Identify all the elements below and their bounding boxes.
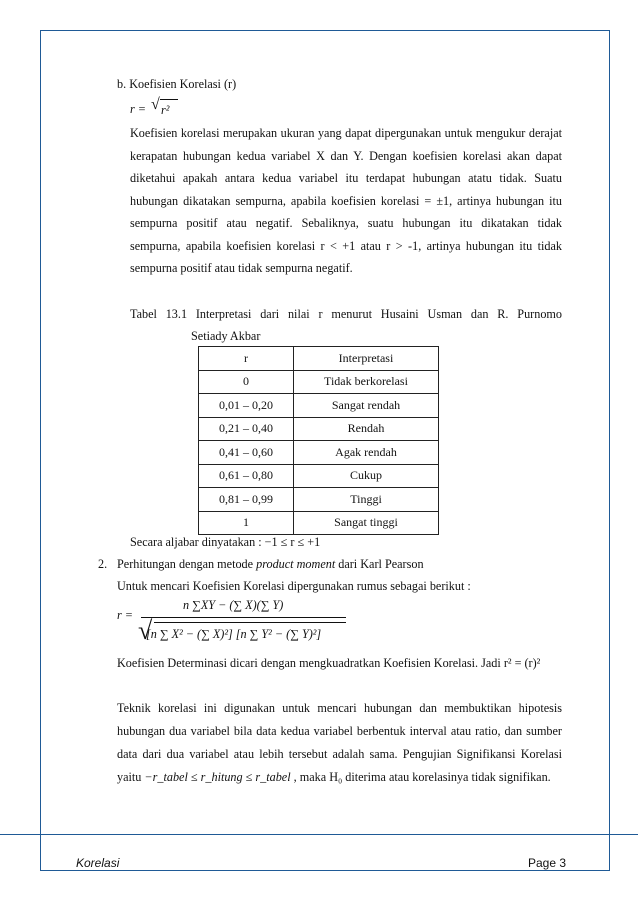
page-number: Page 3 (528, 856, 567, 870)
section-2-number: 2. (98, 557, 108, 571)
footer-title: Korelasi (76, 856, 120, 870)
table-cell: 1 (199, 511, 294, 535)
table-cell: 0,41 – 0,60 (199, 441, 294, 465)
table-cell: 0 (199, 370, 294, 394)
table-row (199, 488, 439, 512)
table-cell: Sangat tinggi (294, 511, 439, 535)
algebra-note: Secara aljabar dinyatakan : −1 ≤ r ≤ +1 (130, 535, 321, 549)
table-row (199, 417, 439, 441)
section-2-intro: Untuk mencari Koefisien Korelasi dipergunakan rumus sebagai berikut : (117, 579, 471, 593)
pearson-denominator: [n ∑ X² − (∑ X)²] [n ∑ Y² − (∑ Y)²] (146, 627, 322, 641)
sqrt-sign-large: √ (138, 616, 153, 645)
section-b-heading: b. Koefisien Korelasi (r) (117, 77, 237, 91)
footer-rule (0, 834, 638, 835)
table-cell: Rendah (294, 417, 439, 441)
paragraph-post: , maka H₀ diterima atau korelasinya tidak signifikan. (290, 770, 551, 784)
table-header-r: r (199, 347, 294, 371)
table-cell: 0,61 – 0,80 (199, 464, 294, 488)
table-cell: 0,81 – 0,99 (199, 488, 294, 512)
section-2-heading-pre: Perhitungan dengan metode (117, 557, 257, 571)
table-header-interpretasi: Interpretasi (294, 347, 439, 371)
pearson-numerator: n ∑XY − (∑ X)(∑ Y) (183, 598, 284, 612)
table-cell: Agak rendah (294, 441, 439, 465)
table-cell: Sangat rendah (294, 394, 439, 418)
pearson-lhs: r = (117, 608, 134, 622)
section-2-heading (117, 553, 424, 575)
table-cell: 0,21 – 0,40 (199, 417, 294, 441)
formula-r-lhs: r = (130, 102, 147, 116)
table-row (199, 394, 439, 418)
section-2-paragraph (117, 697, 562, 789)
table-cell: 0,01 – 0,20 (199, 394, 294, 418)
table-row (199, 370, 439, 394)
section-2-heading-em: product moment (256, 557, 336, 571)
table-row (199, 464, 439, 488)
table-caption-line1: Tabel 13.1 Interpretasi dari nilai r menurut Husaini Usman dan R. Purnomo (130, 307, 562, 321)
table-cell: Cukup (294, 464, 439, 488)
table-header-row (199, 347, 439, 371)
formula-radicand: r² (161, 103, 170, 117)
paragraph-pre: Teknik korelasi ini digunakan untuk mencari hubungan dan membuktikan hipotesis hubungan dua variabel bila data kedua variabel berbentuk interval atau ratio, dan sumber data dari dua variabel atau lebih tersebut adalah sama. Pengujian Signifikansi Korelasi yaitu (117, 701, 562, 784)
table-caption-line2: Setiady Akbar (191, 329, 261, 343)
determinasi-text: Koefisien Determinasi dicari dengan mengkuadratkan Koefisien Korelasi. Jadi r² = (r)² (117, 656, 541, 670)
section-b-paragraph: Koefisien korelasi merupakan ukuran yang dapat dipergunakan untuk mengukur derajat kerapatan hubungan kedua variabel X dan Y. Dengan koefisien korelasi akan dapat diketahui apakah antara kedua variabel itu terdapat hubungan atatu tidak. Suatu hubungan dikatakan sempurna, apabila koefisien korelasi = ±1, artinya hubungan itu sempurna positif atau negatif. Sebaliknya, suatu hubungan itu dikatakan tidak sempurna, apabila koefisien korelasi r < +1 atau r > -1, artinya hubungan itu tidak sempurna positif atau tidak sempurna negatif. (130, 126, 562, 275)
section-2-heading-post: dari Karl Pearson (335, 557, 424, 571)
table-cell: Tidak berkorelasi (294, 370, 439, 394)
significance-inequality: −r_tabel ≤ r_hitung ≤ r_tabel (144, 770, 291, 784)
table-cell: Tinggi (294, 488, 439, 512)
sqrt-sign: √ (151, 96, 160, 113)
table-row (199, 441, 439, 465)
interpretation-table (198, 346, 439, 535)
fraction-line (141, 617, 346, 618)
